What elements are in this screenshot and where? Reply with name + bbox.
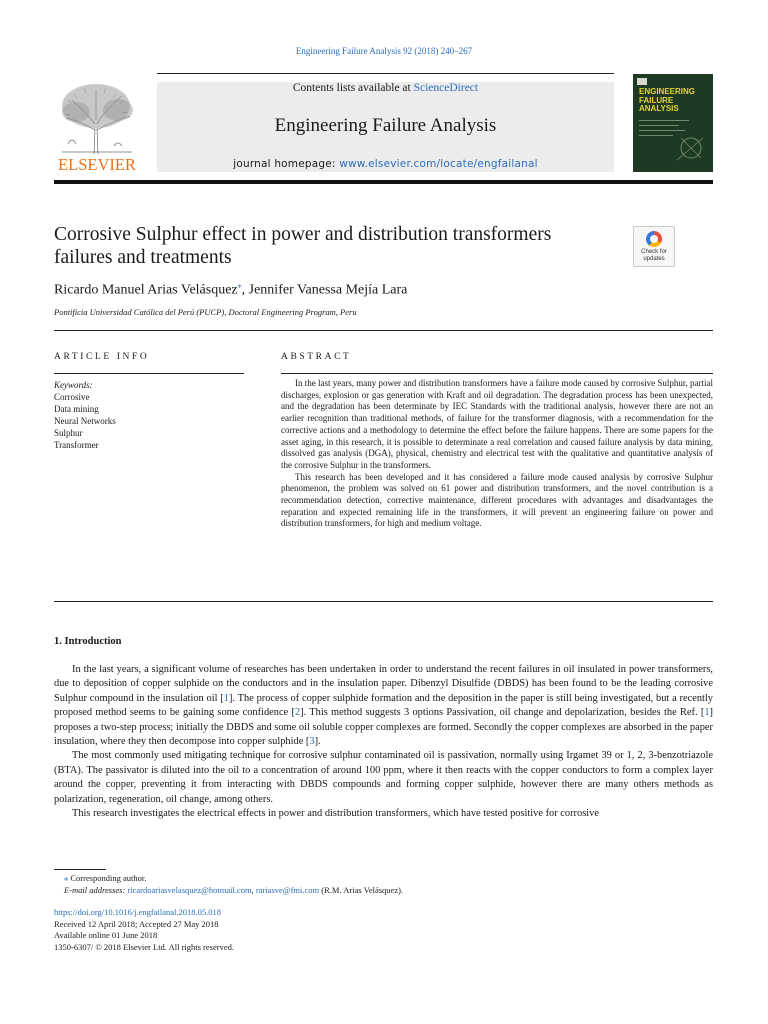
body-text: ] proposes a two-step process; initially the DBDS and some oil soluble copper complexes are formed. Secondly the copper complexes are absorbed in the paper insulation, where they then decompose into copper sulphide [ (54, 707, 713, 748)
email-note (54, 885, 713, 897)
body-text: ]. This method suggests 3 options Passivation, oil change and depolarization, besides the Ref. [ (300, 707, 705, 719)
sciencedirect-link[interactable]: ScienceDirect (413, 82, 479, 94)
journal-reference[interactable]: Engineering Failure Analysis 92 (2018) 240–267 (295, 46, 473, 56)
email-link[interactable]: rariasve@fmi.com (255, 884, 320, 895)
homepage-prefix: journal homepage: (233, 158, 340, 170)
author-name[interactable]: Jennifer Vanessa Mejía Lara (248, 282, 408, 298)
journal-cover[interactable] (633, 74, 713, 172)
keyword-item: Corrosive (54, 392, 90, 402)
author-separator: , (241, 282, 249, 298)
abstract-paragraph: This research has been developed and it has considered a failure mode caused analysis by corrosive Sulphur phenomenon, the problem was solved on 61 power and distribution transformers, and the novel contribution is a recommendation detection, corrective maintenance, different procedures with advantages and disadvantages the reparation and expected remaining life in the transformers, it will prevent an engineering failure on power and distribution transformers, for high and medium voltage. (281, 471, 713, 529)
footnotes (54, 873, 713, 896)
body-text: ]. (314, 736, 321, 748)
section-rule (54, 601, 713, 602)
svg-text:ELSEVIER: ELSEVIER (58, 155, 136, 174)
section-rule (54, 330, 713, 331)
body-text: In the last years, a significant volume of researches has been undertaken in order to understand the recent failures in oil insulated in power transformers, due to deposition of copper sulphide on the conductors and in the insulation paper. Dibenzyl Disulfide (DBDS) has been found to be the leading corrosive Sulphur compound in the insulation oil [ (54, 664, 713, 704)
abstract-text (281, 378, 713, 530)
email-label: E-mail addresses: (64, 884, 128, 895)
citation-link[interactable]: 1 (704, 707, 710, 719)
abstract-heading: ABSTRACT (281, 352, 352, 362)
email-suffix: (R.M. Arias Velásquez). (319, 884, 404, 895)
contents-prefix: Contents lists available at (292, 82, 414, 94)
cover-publisher-mark (637, 78, 647, 85)
abstract-paragraph: In the last years, many power and distribution transformers have a failure mode caused by corrosive Sulphur, partial discharges, explosion or gas generation with Kraft and oil degradation. The degradation process has been unexpected, and the degradation has been determinate by IEC Standards with the traditional analysis, however there are not an earlier recognition than traditional methods, of failure for the transformer diagnosis, with a recommendation for the corrective actions and a methodology to determine the effect before the failure happens. There are some papers for the asset aging, in this research, it is possible to determinate a real correlation and caused failure analysis by data mining, dissolved gas analysis (DGA), physical, chemistry and electrical test with the qualitative and quantitative analysis of the corrosive Sulphur in the transformers. (281, 378, 713, 470)
cover-illustration-icon (673, 132, 707, 164)
available-online-date: Available online 01 June 2018 (54, 930, 158, 940)
abstract-rule (281, 373, 713, 374)
footnote-mark: ⁎ (64, 873, 69, 883)
introduction-body (54, 663, 713, 821)
check-for-updates-badge[interactable] (633, 226, 675, 267)
footnote-rule (54, 869, 106, 870)
keyword-item: Neural Networks (54, 416, 116, 426)
copyright-line: 1350-6307/ © 2018 Elsevier Ltd. All rights reserved. (54, 941, 234, 952)
keyword-item: Transformer (54, 440, 99, 450)
corresponding-author-note (54, 873, 713, 885)
journal-homepage-link[interactable]: www.elsevier.com/locate/engfailanal (339, 158, 538, 170)
body-paragraph: This research investigates the electrical effects in power and distribution transformers, which have tested positive for corrosive (72, 808, 599, 820)
body-paragraph (54, 663, 713, 749)
received-dates: Received 12 April 2018; Accepted 27 May 2018 (54, 918, 219, 929)
doi-link[interactable]: https://doi.org/10.1016/j.engfailanal.2018.05.018 (54, 907, 221, 917)
contents-line (157, 82, 614, 94)
body-text: ]. The process of copper sulphide formation and the deposition in the paper is still being investigated, but a recently proposed method seems to be gaining some confidence [ (54, 692, 713, 719)
citation-link[interactable]: 3 (309, 736, 315, 748)
tree-icon (54, 80, 140, 174)
email-separator: , (251, 884, 256, 895)
elsevier-logo[interactable] (54, 80, 140, 174)
header-thick-rule (54, 180, 713, 184)
crossmark-icon (646, 231, 662, 247)
article-info-heading: ARTICLE INFO (54, 352, 150, 362)
keyword-item: Sulphur (54, 428, 83, 438)
section-heading-introduction: 1. Introduction (54, 636, 122, 647)
citation-link[interactable]: 2 (294, 707, 301, 719)
keywords-label: Keywords: (54, 380, 93, 390)
cover-title: ENGINEERING FAILURE ANALYSIS (639, 87, 696, 113)
body-paragraph: The most commonly used mitigating technique for corrosive sulphur contaminated oil is passivation, normally using Irgamet 39 or 1, 2, 3-benzotriazole (BTA). The passivator is diluted into the oil to a concentration of around 100 ppm, where it then reacts with the copper conductors to form a complex layer around the copper, preventing it from interacting with DBDS compounds and forming copper sulphide, however there are many others methods as polarization, regeneration, oil change, among others. (54, 750, 713, 805)
publication-info (54, 907, 234, 953)
journal-homepage-line (157, 158, 614, 170)
header-top-rule (157, 73, 614, 74)
keywords-block (54, 379, 116, 451)
paper-title: Corrosive Sulphur effect in power and distribution transformers failures and treatments (54, 224, 552, 268)
author-list (54, 281, 407, 299)
affiliation: Pontificia Universidad Católica del Perú (PUCP), Doctoral Engineering Program, Peru (54, 307, 357, 317)
email-link[interactable]: ricardoariasvelasquez@hotmail.com (127, 884, 252, 895)
keyword-item: Data mining (54, 404, 99, 414)
corresponding-author-mark[interactable]: ⁎ (237, 281, 242, 290)
citation-link[interactable]: 1 (223, 692, 229, 704)
author-name[interactable]: Ricardo Manuel Arias Velásquez (54, 282, 238, 298)
journal-title[interactable]: Engineering Failure Analysis (274, 115, 497, 136)
article-info-rule (54, 373, 244, 374)
check-for-updates-label: Check for updates (641, 249, 667, 262)
footnote-text: Corresponding author. (68, 873, 147, 883)
